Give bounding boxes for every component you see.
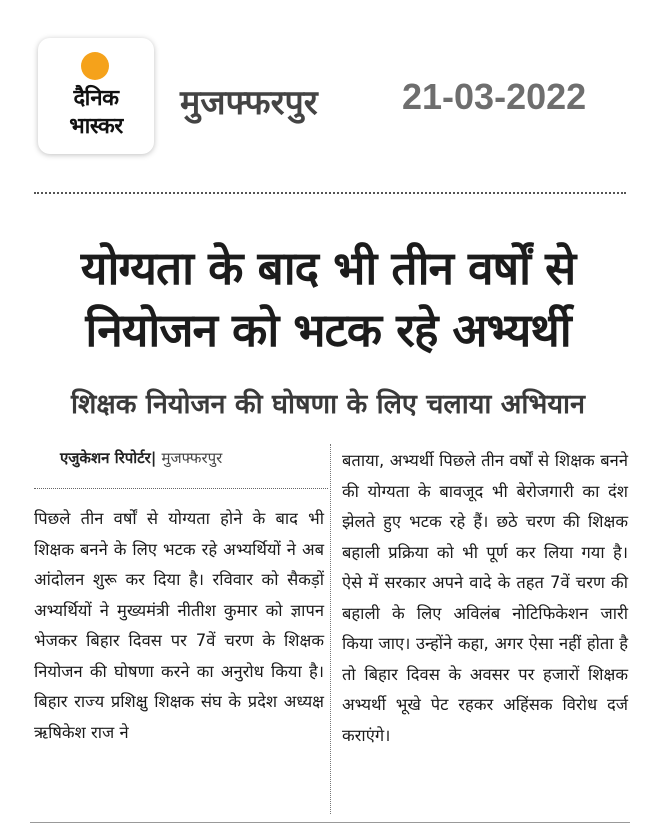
sun-icon: [81, 52, 109, 80]
logo-text-line1: दैनिक: [73, 86, 119, 111]
logo-text-line2: भास्कर: [69, 114, 123, 139]
byline-author: एजुकेशन रिपोर्टर|: [60, 449, 157, 467]
subheadline: शिक्षक नियोजन की घोषणा के लिए चलाया अभियान: [71, 389, 585, 420]
edition-date: 21-03-2022: [402, 76, 587, 117]
article-body-right-column: बताया, अभ्यर्थी पिछले तीन वर्षों से शिक्षक बनने की योग्यता के बावजूद भी बेरोजगारी का दंश झेलते हुए भटक रहे हैं। छठे चरण की शिक्षक बहाली प्रक्रिया को भी पूर्ण कर लिया गया है। ऐसे में सरकार अपने वादे के तहत 7वें चरण की बहाली के लिए अविलंब नोटिफिकेशन जारी किया जाए। उन्होंने कहा, अगर ऐसा नहीं होता है तो बिहार दिवस के अवसर पर हजारों शिक्षक अभ्यर्थी भूखे पेट रहकर अहिंसक विरोध दर्ज कराएंगे।: [342, 451, 628, 745]
article-body-left-column: पिछले तीन वर्षों से योग्यता होने के बाद भी शिक्षक बनने के लिए भटक रहे अभ्यर्थियों ने अब आंदोलन शुरू कर दिया है। रविवार को सैकड़ों अभ्यर्थियों ने मुख्यमंत्री नीतीश कुमार को ज्ञापन भेजकर बिहार दिवस पर 7वें चरण के शिक्षक नियोजन की घोषणा करने का अनुरोध किया है। बिहार राज्य प्रशिक्षु शिक्षक संघ के प्रदेश अध्यक्ष ऋषिकेश राज ने: [34, 509, 324, 742]
byline-place: मुजफ्फरपुर: [161, 449, 223, 467]
dainik-bhaskar-logo: [38, 38, 154, 154]
masthead: [0, 0, 646, 180]
headline-line1: योग्यता के बाद भी तीन वर्षों से: [80, 241, 576, 295]
bottom-divider: [30, 822, 630, 823]
column-divider: [330, 444, 331, 814]
edition-city: मुजफ्फरपुर: [180, 83, 318, 123]
headline-line2: नियोजन को भटक रहे अभ्यर्थी: [85, 303, 571, 357]
byline: [60, 448, 222, 468]
header-divider: [34, 192, 626, 194]
byline-rule: [34, 488, 328, 489]
